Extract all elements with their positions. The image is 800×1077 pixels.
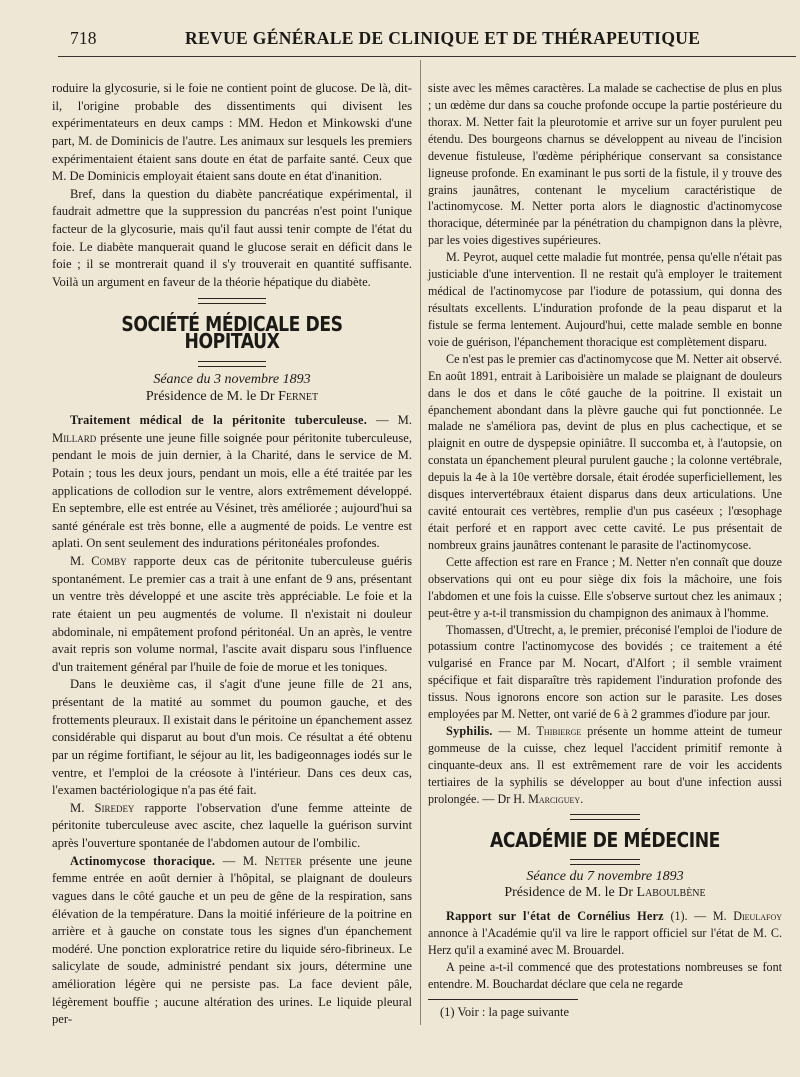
author-name: Comby — [91, 554, 127, 568]
section-double-rule — [570, 814, 640, 820]
section-title: SOCIÉTÉ MÉDICALE DES HOPITAUX — [121, 311, 343, 354]
section-header — [52, 298, 412, 367]
footnote: (1) Voir : la page suivante — [440, 1005, 570, 1020]
paragraph: Rapport sur l'état de Cornélius Herz (1). — M. Dieulafoy annonce à l'Académie qu'il va lire le rapport officiel sur l'état de M. C. Herz qu'il a examiné avec M. Brouardel. — [428, 909, 782, 958]
paragraph: M. Peyrot, auquel cette maladie fut montrée, pensa qu'elle n'était pas justiciable d'une intervention. Il ne restait qu'à employer le traitement médical de l'actinomycose par l'iodure de potassium, qui donna des résultats excellents. L'induration profonde de la peau disparut et la fistule se ferma lentement. Aujourd'hui, cette malade semble en bonne voie de guérison, l'épanchement thoracique est complètement disparu. — [428, 250, 782, 349]
paragraph: M. Siredey rapporte l'observation d'une femme atteinte de péritonite tuberculeuse avec ascite, chez laquelle la guérison survint après l'ouverture spontanée de l'abdomen autour de l'ombilic. — [52, 800, 412, 850]
paragraph: A peine a-t-il commencé que des protestations nombreuses se font entendre. M. Bouchardat déclare que cela ne regarde — [428, 960, 782, 992]
paragraph: Ce n'est pas le premier cas d'actinomycose que M. Netter ait observé. En août 1891, entrait à Lariboisière un malade se plaignant de douleurs dans le dos et dans le côté gauche de la poitrine. Il existait un épanchement abondant dans la plèvre gauche qui fut ponctionnée. Le malade ne s'améliora pas, devint de plus en plus cachectique, et se plaignit en outre de dyspepsie opiniâtre. Il succomba et, à l'autopsie, on constata un épanchement pleural purulent gauche ; la colonne vertébrale, depuis la 4e à la 10e vertèbre dorsale, était érodée superficiellement, les disques intervertébraux étaient disparus dans deux articulations. Une cavité entourait ces vertèbres, remplie d'un pus caséeux ; l'œsophage était perforé et en rapport avec cette cavité. Le pus présentait de nombreux grains jaunâtres contenant le parasite de l'actinomycose. — [428, 351, 782, 552]
paragraph: Thomassen, d'Utrecht, a, le premier, préconisé l'emploi de l'iodure de potassium contre l'actinomycose des bovidés ; ce traitement a été vulgarisé en France par M. Nocart, d'Alfort ; il semble vraiment spécifique et fait disparaître très rapidement l'induration profonde des tissus. Nous ignorons encore son action sur le parasite. Les doses employées par M. Netter, ont varié de 6 à 2 grammes d'iodure par jour. — [428, 622, 782, 722]
section-header — [428, 814, 782, 865]
left-column — [52, 80, 412, 1029]
paragraph: Bref, dans la question du diabète pancréatique expérimental, il faudrait admettre que la suppression du pancréas n'est point l'unique facteur de la glycosurie, mais qu'il faut aussi tenir compte de l'état du foie. Le diabète manquerait quand le glucose serait en déficit dans le foie ; il se montrerait quand il s'y trouverait en quantité suffisante. Voilà un argument en faveur de la théorie hépatique du diabète. — [52, 186, 412, 289]
paragraph: Cette affection est rare en France ; M. Netter n'en connaît que douze observations qui ont eu pour siège dix fois la mâchoire, une fois l'abdomen et une fois la cuisse. Elle s'observe surtout chez les animaux ; peut-être y a-t-il transmission du champignon des animaux à l'homme. — [428, 554, 782, 620]
run-in-title: Rapport sur l'état de Cornélius Herz — [446, 909, 664, 924]
paragraph: roduire la glycosurie, si le foie ne contient point de glucose. De là, dit-il, l'origine probable des dissentiments qui divisent les expérimentateurs en deux camps : MM. Hedon et Minkowski d'une part, M. de Dominicis de l'autre. Les animaux sur lesquels les premiers expérimentaient étaient sans doute en état de parfaite santé. Ceux que M. De Dominicis employait étaient sans doute en état d'inanition. — [52, 81, 412, 184]
footnote-rule — [428, 999, 578, 1000]
page-number: 718 — [70, 28, 97, 48]
paragraph: Dans le deuxième cas, il s'agit d'une jeune fille de 21 ans, présentant de la matité au sommet du poumon gauche, et des frottements pleuraux. Il existait dans le péritoine un épanchement assez considérable qui disparut au bout d'un mois. Ce résultat a été obtenu par un régime fortifiant, le séjour au lit, les badigeonnages iodés sur le ventre, et l'emploi de la créosote à l'intérieur. Dans ces deux cas, l'examen bactériologique n'a pas été fait. — [52, 677, 412, 798]
author-name: Netter — [264, 853, 302, 868]
author-name: Thibierge — [536, 724, 582, 739]
presidency-line: Présidence de M. le Dr Fernet — [145, 389, 319, 405]
session-date: Séance du 7 novembre 1893 — [526, 868, 684, 884]
paragraph: Traitement médical de la péritonite tuberculeuse. — M. Millard présente une jeune fille soignée pour péritonite tuberculeuse, pendant le mois de juin dernier, à la Charité, dans le service de M. Potain ; tous les deux jours, pendant un mois, elle a été traitée par les applications de collodion sur le ventre, alors extrêmement développé. En septembre, elle est entrée au Vésinet, très améliorée ; aujourd'hui sa santé générale est très bonne, elle a augmenté de poids. Le ventre est aplati. On sent seulement des indurations péritonéales profondes. — [52, 413, 412, 551]
run-in-title: Traitement médical de la péritonite tuberculeuse. — [70, 413, 367, 427]
running-title: REVUE GÉNÉRALE DE CLINIQUE ET DE THÉRAPEUTIQUE — [185, 28, 701, 48]
run-in-title: Syphilis. — [446, 724, 493, 739]
paragraph: M. Comby rapporte deux cas de péritonite tuberculeuse guéris spontanément. Le premier cas a trait à une enfant de 9 ans, présentant un ventre très développé et une ascite très appréciable. Le foie et la rate étaient un peu augmentés de volume. Il n'existait ni douleur abdominale, ni empâtement profond péritonéal. Un an après, le ventre avait repris son volume normal, l'ascite avait disparu sous l'influence d'un traitement général par l'huile de foie de morue et les toniques. — [52, 554, 412, 674]
section-double-rule — [198, 298, 266, 304]
presidency-line: Présidence de M. le Dr Laboulbène — [504, 885, 706, 901]
author-name: Siredey — [94, 800, 135, 815]
page-header — [0, 28, 800, 54]
paragraph: Actinomycose thoracique. — M. Netter présente une jeune femme entrée en août dernier à l'hôpital, se plaignant de douleurs vagues dans le côté gauche et un peu de gêne de la respiration, sans élévation de la température. Dans la moitié inférieure de la poitrine en arrière et à gauche on constate tous les signes d'un épanchement modéré. Une ponction exploratrice retire du liquide séro-fibrineux. Le salicylate de soude, administré pendant six jours, détermine une amélioration légère qui ne persiste pas. La face devient pâle, légèrement bouffie ; aucune altération des urines. Le liquide pleural per- — [52, 853, 413, 1027]
right-column — [428, 80, 782, 1021]
session-date: Séance du 3 novembre 1893 — [153, 371, 311, 387]
paragraph: siste avec les mêmes caractères. La malade se cachectise de plus en plus ; un œdème dur dans sa couche profonde occupe la partie postérieure du thorax. M. Netter fait la pleurotomie et arrive sur un foyer purulent peu étendu. Des bourgeons charnus se développent au niveau de l'incision devenue fistuleuse, l'œdème périphérique conservant sa consistance ligneuse profonde. En examinant le pus sorti de la fistule, il y trouve des grains jaunâtres, contenant le mycelium caractéristique de l'actinomycose. M. Netter porta alors le diagnostic d'actinomycose thoracique, déterminée par la pénétration du champignon dans la plèvre, par les voies digestives supérieures. — [428, 81, 782, 248]
section-double-rule — [570, 859, 640, 865]
author-name: Dieulafoy — [733, 909, 782, 924]
section-double-rule — [198, 361, 266, 367]
president-name: Fernet — [278, 389, 319, 405]
author-name: Millard — [52, 430, 97, 445]
signature-name: Marciguey — [528, 791, 581, 806]
president-name: Laboulbène — [636, 885, 706, 901]
header-rule — [58, 56, 796, 57]
column-divider — [420, 60, 421, 1025]
paragraph: Syphilis. — M. Thibierge présente un homme atteint de tumeur gommeuse de la cuisse, chez lequel l'accident primitif remonte à cinquante-deux ans. Il est extrêmement rare de voir les accidents tertiaires de la syphilis se développer au bout d'une infection aussi prolongée. — Dr H. Marciguey. — [428, 724, 782, 806]
run-in-title: Actinomycose thoracique. — [70, 853, 216, 868]
section-title: ACADÉMIE DE MÉDECINE — [489, 827, 720, 852]
